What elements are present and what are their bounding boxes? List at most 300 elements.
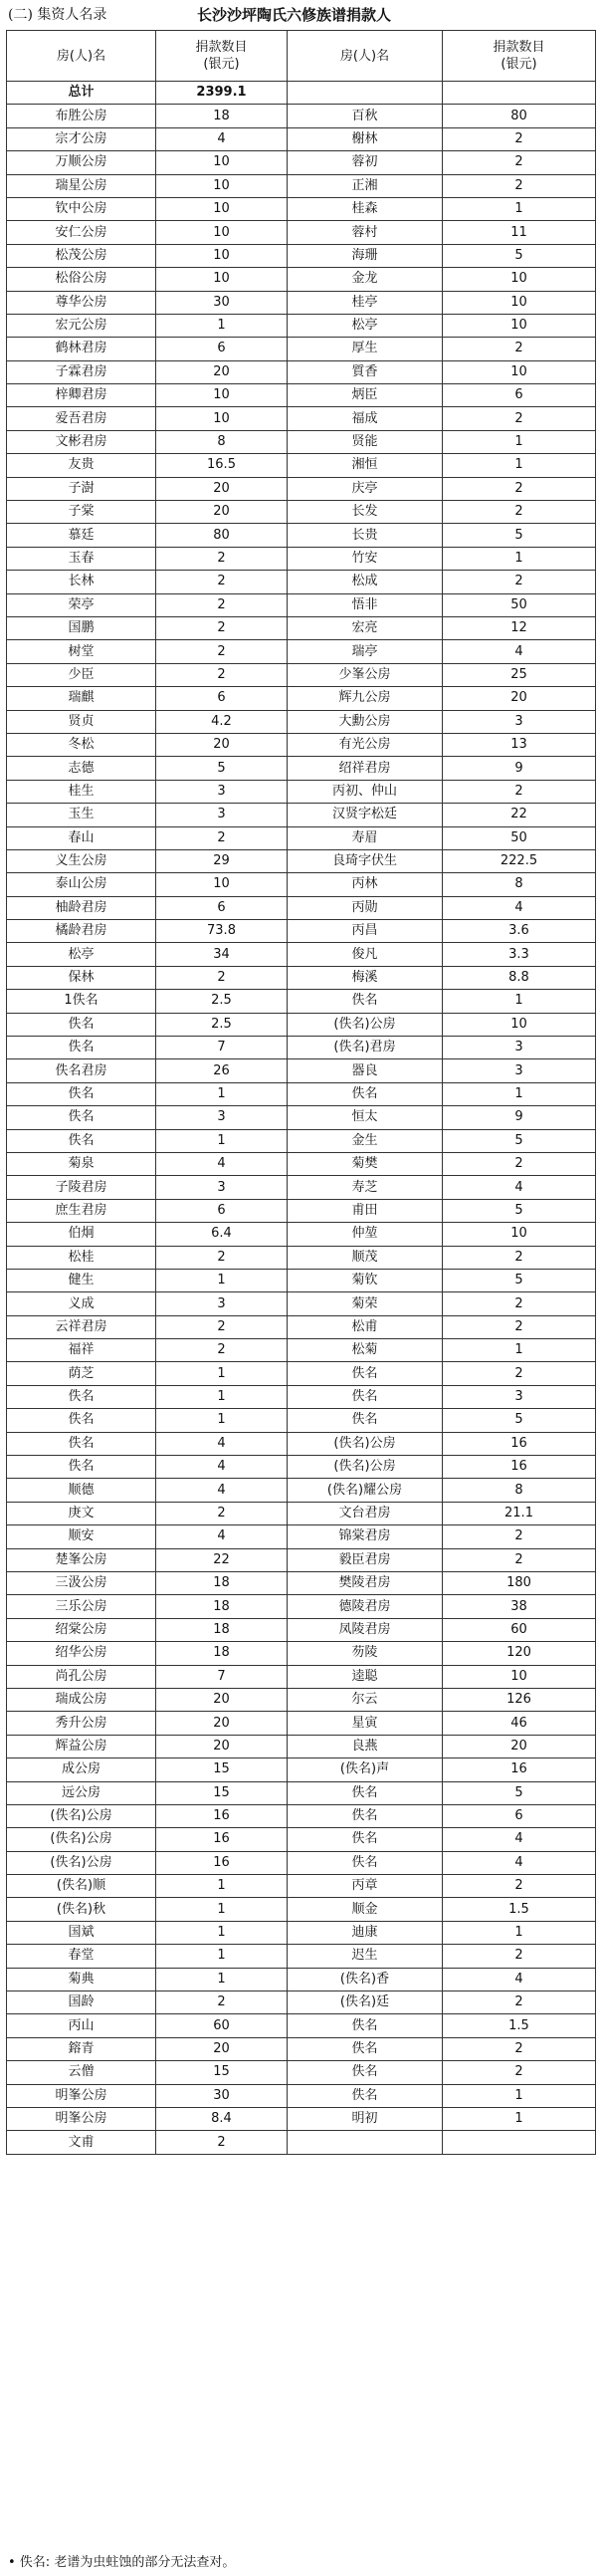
donor-name-right: 丙章 xyxy=(288,1875,443,1898)
table-row xyxy=(7,268,596,291)
donor-name-right: 松成 xyxy=(288,571,443,593)
donor-name-right: 丙勋 xyxy=(288,896,443,919)
donor-name-right: 迪康 xyxy=(288,1921,443,1944)
donor-name-left: 健生 xyxy=(7,1269,156,1291)
donation-amount-right: 2 xyxy=(443,407,596,430)
donor-name-right: 器良 xyxy=(288,1059,443,1082)
donor-name-right xyxy=(288,2131,443,2154)
donation-amount-left: 20 xyxy=(156,733,288,756)
table-row xyxy=(7,2014,596,2037)
donation-amount-right: 22 xyxy=(443,804,596,826)
table-row xyxy=(7,430,596,453)
donation-amount-right: 10 xyxy=(443,291,596,314)
donation-amount-right: 2 xyxy=(443,1152,596,1175)
donation-amount-left: 26 xyxy=(156,1059,288,1082)
donor-name-right: 良琦字伏生 xyxy=(288,849,443,872)
donor-name-left: 远公房 xyxy=(7,1781,156,1804)
donation-amount-left: 8 xyxy=(156,430,288,453)
donor-name-left: 楚峯公房 xyxy=(7,1548,156,1571)
donor-name-left: 佚名 xyxy=(7,1456,156,1479)
donor-name-left: 文甫 xyxy=(7,2131,156,2154)
donation-amount-left: 1 xyxy=(156,1385,288,1408)
donation-amount-left: 6 xyxy=(156,1199,288,1222)
header-amount-line2: (银元) xyxy=(501,57,537,72)
table-row xyxy=(7,1875,596,1898)
donation-amount-left: 2 xyxy=(156,1315,288,1338)
donation-amount-left: 22 xyxy=(156,1548,288,1571)
donation-amount-left: 1 xyxy=(156,1875,288,1898)
donor-name-right: 丙林 xyxy=(288,873,443,896)
donation-amount-left: 3 xyxy=(156,780,288,803)
donation-amount-right: 2 xyxy=(443,151,596,174)
donation-amount-left: 73.8 xyxy=(156,920,288,943)
donor-name-left: 顺安 xyxy=(7,1525,156,1548)
donation-amount-right: 2 xyxy=(443,1362,596,1385)
donation-amount-left: 6 xyxy=(156,687,288,710)
donor-name-left: 玉生 xyxy=(7,804,156,826)
donation-amount-left: 2 xyxy=(156,1502,288,1524)
donor-name-right: 绍祥君房 xyxy=(288,757,443,780)
donation-amount-left: 10 xyxy=(156,174,288,197)
donation-amount-right: 222.5 xyxy=(443,849,596,872)
donor-name-left: 友贵 xyxy=(7,454,156,477)
donation-amount-left: 7 xyxy=(156,1665,288,1688)
table-row xyxy=(7,663,596,686)
donor-name-left: 丙山 xyxy=(7,2014,156,2037)
donation-amount-right: 4 xyxy=(443,1828,596,1851)
donor-name-right: 佚名 xyxy=(288,2037,443,2060)
donation-amount-left: 1 xyxy=(156,314,288,337)
donation-amount-right: 3.6 xyxy=(443,920,596,943)
table-row xyxy=(7,1548,596,1571)
table-row xyxy=(7,1665,596,1688)
donor-name-left: 爱吾君房 xyxy=(7,407,156,430)
donor-name-left: 1佚名 xyxy=(7,990,156,1013)
table-row xyxy=(7,1152,596,1175)
donation-amount-right: 80 xyxy=(443,105,596,127)
donor-name-right: (佚名)香 xyxy=(288,1968,443,1991)
donation-amount-right: 1 xyxy=(443,1082,596,1105)
donation-amount-right: 1 xyxy=(443,454,596,477)
donation-amount-left: 2 xyxy=(156,616,288,639)
donor-name-right: 逵聪 xyxy=(288,1665,443,1688)
table-row xyxy=(7,547,596,570)
donor-name-right: 蓉村 xyxy=(288,221,443,244)
table-row xyxy=(7,1362,596,1385)
donor-name-right: 菊钦 xyxy=(288,1269,443,1291)
donor-name-left: 尊华公房 xyxy=(7,291,156,314)
donor-name-right: 锦棠君房 xyxy=(288,1525,443,1548)
donor-name-right: 湘恒 xyxy=(288,454,443,477)
table-row xyxy=(7,174,596,197)
donor-name-left: 荫芝 xyxy=(7,1362,156,1385)
header-amount-line1: 捐款数目 xyxy=(493,40,545,55)
donor-name-left: 佚名 xyxy=(7,1082,156,1105)
donor-name-left: 明峯公房 xyxy=(7,2084,156,2107)
table-row xyxy=(7,314,596,337)
table-row xyxy=(7,524,596,547)
donor-name-right: 芴陵 xyxy=(288,1642,443,1665)
donation-amount-right: 1 xyxy=(443,430,596,453)
donation-amount-left: 20 xyxy=(156,501,288,524)
table-row xyxy=(7,197,596,220)
donation-amount-right: 4 xyxy=(443,1176,596,1199)
donation-amount-left: 2 xyxy=(156,966,288,989)
table-row xyxy=(7,1595,596,1618)
table-row xyxy=(7,1059,596,1082)
donor-name-left: 少臣 xyxy=(7,663,156,686)
donor-name-right: (佚名)公房 xyxy=(288,1013,443,1036)
donation-amount-left: 6 xyxy=(156,896,288,919)
donation-amount-left: 10 xyxy=(156,244,288,267)
donor-name-left: 子霖君房 xyxy=(7,360,156,383)
donor-name-right: 宏亮 xyxy=(288,616,443,639)
table-row xyxy=(7,407,596,430)
donation-amount-left: 2 xyxy=(156,826,288,849)
donor-name-left: 宗才公房 xyxy=(7,127,156,150)
table-row xyxy=(7,338,596,360)
donor-name-right: 寿芝 xyxy=(288,1176,443,1199)
table-row xyxy=(7,1828,596,1851)
donor-name-left: 泰山公房 xyxy=(7,873,156,896)
donor-name-left: 义生公房 xyxy=(7,849,156,872)
donation-amount-right: 1.5 xyxy=(443,1898,596,1921)
donation-amount-right: 2 xyxy=(443,571,596,593)
donation-amount-left: 1 xyxy=(156,1409,288,1432)
donor-name-left: 辉益公房 xyxy=(7,1735,156,1757)
donation-amount-right: 8.8 xyxy=(443,966,596,989)
donation-amount-right: 5 xyxy=(443,1199,596,1222)
donor-name-left: 秀升公房 xyxy=(7,1712,156,1735)
table-row xyxy=(7,1572,596,1595)
donor-name-left: (佚名)顺 xyxy=(7,1875,156,1898)
donation-amount-right: 10 xyxy=(443,1013,596,1036)
donation-amount-right: 5 xyxy=(443,1129,596,1152)
header-name-left: 房(人)名 xyxy=(7,31,156,82)
donor-name-left: 荣亭 xyxy=(7,593,156,616)
donor-name-left: 绍棠公房 xyxy=(7,1618,156,1641)
donation-amount-right: 10 xyxy=(443,1665,596,1688)
donor-name-right: 菊荣 xyxy=(288,1292,443,1315)
donation-amount-right: 5 xyxy=(443,1269,596,1291)
donor-name-left: 鎔青 xyxy=(7,2037,156,2060)
donation-amount-right: 10 xyxy=(443,314,596,337)
donation-amount-left: 30 xyxy=(156,291,288,314)
donor-name-left: 冬松 xyxy=(7,733,156,756)
table-row xyxy=(7,1315,596,1338)
table-row xyxy=(7,943,596,966)
donation-amount-left: 2 xyxy=(156,663,288,686)
table-row xyxy=(7,244,596,267)
donation-amount-left: 2.5 xyxy=(156,990,288,1013)
donation-amount-left: 2 xyxy=(156,2131,288,2154)
header-amount-left xyxy=(156,31,288,82)
donor-name-left: 春堂 xyxy=(7,1945,156,1968)
donor-name-right: 佚名 xyxy=(288,2014,443,2037)
donation-amount-right: 3 xyxy=(443,1037,596,1059)
donation-amount-right: 25 xyxy=(443,663,596,686)
donation-amount-left: 16 xyxy=(156,1851,288,1874)
donor-name-left: 桂生 xyxy=(7,780,156,803)
donation-amount-right: 2 xyxy=(443,1991,596,2014)
donation-amount-right: 21.1 xyxy=(443,1502,596,1524)
donor-name-right: 桂亭 xyxy=(288,291,443,314)
donor-name-right: 佚名 xyxy=(288,1828,443,1851)
donation-amount-right: 16 xyxy=(443,1758,596,1781)
donor-name-left: 柚龄君房 xyxy=(7,896,156,919)
donation-amount-left: 20 xyxy=(156,1712,288,1735)
donor-name-left: 布胜公房 xyxy=(7,105,156,127)
donor-name-left: 菊典 xyxy=(7,1968,156,1991)
section-label: (二) 集资人名录 xyxy=(8,7,107,23)
donor-name-right: 良燕 xyxy=(288,1735,443,1757)
table-row xyxy=(7,616,596,639)
donor-name-right: 菊樊 xyxy=(288,1152,443,1175)
donor-table xyxy=(6,30,596,2155)
donation-amount-right xyxy=(443,2131,596,2154)
donor-name-left: 云祥君房 xyxy=(7,1315,156,1338)
page-title: 长沙沙坪陶氏六修族谱捐款人 xyxy=(197,6,392,24)
donation-amount-left: 5 xyxy=(156,757,288,780)
donation-amount-left: 3 xyxy=(156,1176,288,1199)
table-row xyxy=(7,826,596,849)
donor-name-left: 庶生君房 xyxy=(7,1199,156,1222)
donor-name-right: 寿眉 xyxy=(288,826,443,849)
donor-name-left: 松茂公房 xyxy=(7,244,156,267)
donor-name-right: 佚名 xyxy=(288,1082,443,1105)
total-label: 总计 xyxy=(7,82,156,105)
table-row xyxy=(7,593,596,616)
donor-name-right: 樊陵君房 xyxy=(288,1572,443,1595)
table-row xyxy=(7,2107,596,2130)
donor-name-left: 松亭 xyxy=(7,943,156,966)
header-amount-right xyxy=(443,31,596,82)
donor-name-right: 正湘 xyxy=(288,174,443,197)
donation-amount-right: 2 xyxy=(443,1292,596,1315)
total-amount: 2399.1 xyxy=(156,82,288,105)
table-row xyxy=(7,1502,596,1524)
donation-amount-right: 4 xyxy=(443,896,596,919)
donation-amount-left: 1 xyxy=(156,1945,288,1968)
donation-amount-left: 18 xyxy=(156,1595,288,1618)
donor-name-left: (佚名)公房 xyxy=(7,1851,156,1874)
table-row xyxy=(7,1945,596,1968)
donation-amount-right: 4 xyxy=(443,1968,596,1991)
header-amount-line2: (银元) xyxy=(203,57,240,72)
donor-name-right: 佚名 xyxy=(288,1781,443,1804)
donation-amount-left: 3 xyxy=(156,1106,288,1129)
donation-amount-right: 2 xyxy=(443,501,596,524)
donation-amount-right: 3 xyxy=(443,1385,596,1408)
table-row xyxy=(7,1246,596,1269)
donor-name-right: 松甫 xyxy=(288,1315,443,1338)
donation-amount-left: 80 xyxy=(156,524,288,547)
table-row xyxy=(7,1013,596,1036)
donation-amount-right: 5 xyxy=(443,1409,596,1432)
donation-amount-left: 6 xyxy=(156,338,288,360)
table-row xyxy=(7,571,596,593)
donor-name-left: 鹤林君房 xyxy=(7,338,156,360)
donation-amount-left: 16.5 xyxy=(156,454,288,477)
donation-amount-right: 3.3 xyxy=(443,943,596,966)
donor-name-right: 辉九公房 xyxy=(288,687,443,710)
table-row xyxy=(7,1129,596,1152)
table-row xyxy=(7,1176,596,1199)
donation-amount-right: 9 xyxy=(443,757,596,780)
donor-name-right: 顺金 xyxy=(288,1898,443,1921)
donation-amount-right: 126 xyxy=(443,1688,596,1711)
donor-name-right: 庆亭 xyxy=(288,477,443,500)
donor-name-left: 钦中公房 xyxy=(7,197,156,220)
table-row xyxy=(7,384,596,407)
donor-name-left: 尚孔公房 xyxy=(7,1665,156,1688)
donor-name-right: 佚名 xyxy=(288,990,443,1013)
donation-amount-right: 8 xyxy=(443,873,596,896)
donor-name-right: 佚名 xyxy=(288,1409,443,1432)
donation-amount-left: 2 xyxy=(156,1246,288,1269)
donor-name-right: 佚名 xyxy=(288,1851,443,1874)
donation-amount-left: 18 xyxy=(156,105,288,127)
donation-amount-right: 46 xyxy=(443,1712,596,1735)
donation-amount-right: 20 xyxy=(443,687,596,710)
donor-name-left: 松桂 xyxy=(7,1246,156,1269)
donation-amount-right: 1 xyxy=(443,990,596,1013)
header-name-right: 房(人)名 xyxy=(288,31,443,82)
donation-amount-left: 2 xyxy=(156,571,288,593)
donation-amount-right: 1 xyxy=(443,1921,596,1944)
donor-name-right: 有光公房 xyxy=(288,733,443,756)
donation-amount-left: 4 xyxy=(156,1456,288,1479)
donor-name-right: 金龙 xyxy=(288,268,443,291)
donation-amount-right: 2 xyxy=(443,1548,596,1571)
donation-amount-left: 4 xyxy=(156,1152,288,1175)
table-row xyxy=(7,1642,596,1665)
donation-amount-right: 180 xyxy=(443,1572,596,1595)
donor-name-left: 子澍 xyxy=(7,477,156,500)
donation-amount-right: 16 xyxy=(443,1432,596,1455)
donation-amount-left: 30 xyxy=(156,2084,288,2107)
donation-amount-right: 1 xyxy=(443,2107,596,2130)
donor-name-left: 三汲公房 xyxy=(7,1572,156,1595)
empty-cell xyxy=(443,82,596,105)
donor-name-left: 佚名 xyxy=(7,1409,156,1432)
donor-name-right: 明初 xyxy=(288,2107,443,2130)
table-row xyxy=(7,687,596,710)
donation-amount-right: 2 xyxy=(443,338,596,360)
donation-amount-right: 1 xyxy=(443,1339,596,1362)
donor-name-left: 安仁公房 xyxy=(7,221,156,244)
donation-amount-right: 6 xyxy=(443,384,596,407)
donor-name-right: 迟生 xyxy=(288,1945,443,1968)
donor-name-left: 国鹏 xyxy=(7,616,156,639)
donation-amount-left: 3 xyxy=(156,1292,288,1315)
donor-name-right: 蓉初 xyxy=(288,151,443,174)
donor-name-left: 佚名 xyxy=(7,1106,156,1129)
donation-amount-left: 7 xyxy=(156,1037,288,1059)
donor-name-right: 佚名 xyxy=(288,2084,443,2107)
donor-name-right: (佚名)声 xyxy=(288,1758,443,1781)
table-row xyxy=(7,1781,596,1804)
table-row xyxy=(7,105,596,127)
donor-name-right: 少峯公房 xyxy=(288,663,443,686)
donor-name-left: 国斌 xyxy=(7,1921,156,1944)
donor-name-left: 佚名 xyxy=(7,1432,156,1455)
table-row xyxy=(7,1898,596,1921)
donor-name-right: 大勳公房 xyxy=(288,710,443,733)
donor-name-right: 質香 xyxy=(288,360,443,383)
donor-name-left: 树堂 xyxy=(7,640,156,663)
donor-name-right: 炳臣 xyxy=(288,384,443,407)
donor-name-left: 佚名 xyxy=(7,1129,156,1152)
donation-amount-right: 4 xyxy=(443,640,596,663)
donation-amount-right: 5 xyxy=(443,524,596,547)
donation-amount-left: 8.4 xyxy=(156,2107,288,2130)
table-row xyxy=(7,920,596,943)
donation-amount-left: 2 xyxy=(156,1991,288,2014)
table-row xyxy=(7,640,596,663)
donation-amount-right: 3 xyxy=(443,1059,596,1082)
donation-amount-left: 1 xyxy=(156,1082,288,1105)
donation-amount-right: 2 xyxy=(443,1945,596,1968)
donor-name-left: 佚名 xyxy=(7,1385,156,1408)
donor-name-left: 保林 xyxy=(7,966,156,989)
donation-amount-right: 60 xyxy=(443,1618,596,1641)
table-row xyxy=(7,221,596,244)
table-row xyxy=(7,1409,596,1432)
table-row xyxy=(7,873,596,896)
table-row xyxy=(7,1991,596,2014)
donation-amount-left: 3 xyxy=(156,804,288,826)
table-row xyxy=(7,757,596,780)
table-row xyxy=(7,127,596,150)
donor-name-right: 海珊 xyxy=(288,244,443,267)
donor-name-left: 慕廷 xyxy=(7,524,156,547)
table-row xyxy=(7,1106,596,1129)
donor-name-right: (佚名)耀公房 xyxy=(288,1479,443,1502)
empty-cell xyxy=(288,82,443,105)
donation-amount-right: 16 xyxy=(443,1456,596,1479)
donor-name-right: 榭林 xyxy=(288,127,443,150)
donor-name-left: 顺德 xyxy=(7,1479,156,1502)
donation-amount-right: 2 xyxy=(443,2061,596,2084)
donor-name-right: 悟非 xyxy=(288,593,443,616)
donor-name-right: 佚名 xyxy=(288,2061,443,2084)
donation-amount-left: 15 xyxy=(156,2061,288,2084)
donation-amount-left: 4 xyxy=(156,1432,288,1455)
donor-name-right: 文台君房 xyxy=(288,1502,443,1524)
donor-name-left: 瑞成公房 xyxy=(7,1688,156,1711)
donor-name-right: (佚名)君房 xyxy=(288,1037,443,1059)
donation-amount-left: 2.5 xyxy=(156,1013,288,1036)
table-row xyxy=(7,1339,596,1362)
table-row xyxy=(7,896,596,919)
donor-name-left: 绍华公房 xyxy=(7,1642,156,1665)
donation-amount-right: 5 xyxy=(443,1781,596,1804)
donor-name-right: 松亭 xyxy=(288,314,443,337)
table-header-row xyxy=(7,31,596,82)
donor-name-left: 福祥 xyxy=(7,1339,156,1362)
donor-name-left: 松俗公房 xyxy=(7,268,156,291)
donor-name-left: 长林 xyxy=(7,571,156,593)
donor-name-left: 子陵君房 xyxy=(7,1176,156,1199)
donor-name-left: 玉春 xyxy=(7,547,156,570)
donation-amount-left: 10 xyxy=(156,221,288,244)
donor-name-left: 宏元公房 xyxy=(7,314,156,337)
donor-name-left: 庚文 xyxy=(7,1502,156,1524)
donation-amount-right: 50 xyxy=(443,826,596,849)
table-row xyxy=(7,1758,596,1781)
donation-amount-left: 10 xyxy=(156,407,288,430)
